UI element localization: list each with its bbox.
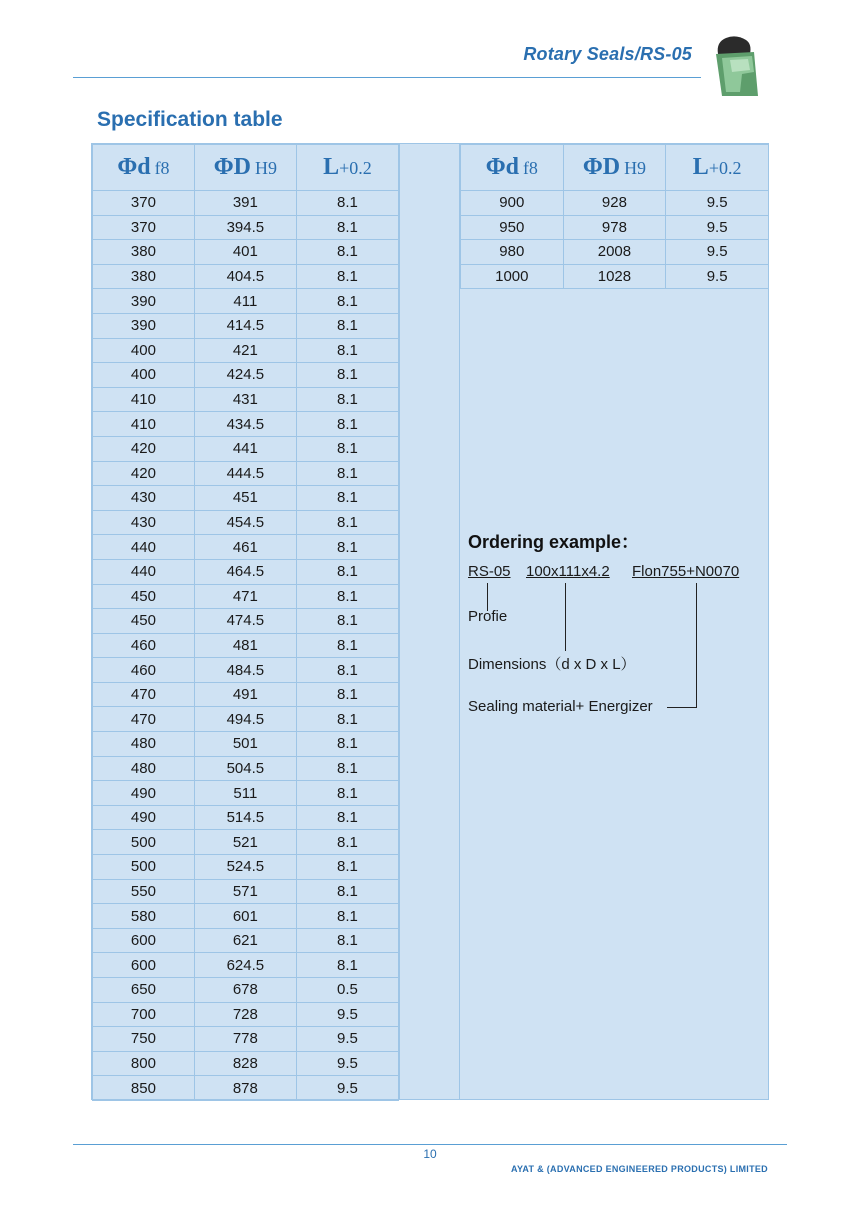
table-row: [93, 510, 399, 535]
table-row: [93, 830, 399, 855]
table-row: [93, 879, 399, 904]
length-cell: 8.1: [296, 240, 398, 265]
length-cell: 8.1: [296, 486, 398, 511]
inner-diameter-cell: 370: [93, 215, 195, 240]
table-row: [93, 609, 399, 634]
length-cell: 8.1: [296, 756, 398, 781]
table-gap-column: [399, 144, 460, 1099]
length-cell: 8.1: [296, 264, 398, 289]
length-cell: 8.1: [296, 658, 398, 683]
inner-diameter-cell: 750: [93, 1027, 195, 1052]
header-title: Rotary Seals/RS-05: [523, 44, 692, 64]
length-cell: 9.5: [296, 1027, 398, 1052]
length-cell: 8.1: [296, 953, 398, 978]
header-length: L+0.2: [666, 145, 769, 191]
length-cell: 8.1: [296, 682, 398, 707]
length-cell: 8.1: [296, 805, 398, 830]
table-row: [93, 215, 399, 240]
outer-diameter-cell: 434.5: [194, 412, 296, 437]
inner-diameter-cell: 460: [93, 633, 195, 658]
outer-diameter-cell: 454.5: [194, 510, 296, 535]
outer-diameter-cell: 464.5: [194, 559, 296, 584]
length-cell: 8.1: [296, 855, 398, 880]
inner-diameter-cell: 430: [93, 510, 195, 535]
length-cell: 9.5: [666, 191, 769, 216]
header-inner-diameter: Φd f8: [93, 145, 195, 191]
outer-diameter-cell: 624.5: [194, 953, 296, 978]
length-cell: 8.1: [296, 313, 398, 338]
inner-diameter-cell: 470: [93, 707, 195, 732]
footer-rule: [73, 1144, 787, 1145]
table-row: [93, 559, 399, 584]
outer-diameter-cell: 601: [194, 904, 296, 929]
dimensions-connector: [565, 583, 566, 651]
table-row: [93, 1002, 399, 1027]
inner-diameter-cell: 800: [93, 1051, 195, 1076]
length-cell: 8.1: [296, 781, 398, 806]
spec-table-left: [92, 144, 399, 1101]
table-row: [93, 904, 399, 929]
outer-diameter-cell: 471: [194, 584, 296, 609]
inner-diameter-cell: 420: [93, 436, 195, 461]
inner-diameter-cell: 900: [461, 191, 564, 216]
length-cell: 8.1: [296, 559, 398, 584]
inner-diameter-cell: 650: [93, 978, 195, 1003]
outer-diameter-cell: 521: [194, 830, 296, 855]
outer-diameter-cell: 494.5: [194, 707, 296, 732]
outer-diameter-cell: 474.5: [194, 609, 296, 634]
inner-diameter-cell: 450: [93, 609, 195, 634]
length-cell: 8.1: [296, 461, 398, 486]
inner-diameter-cell: 580: [93, 904, 195, 929]
inner-diameter-cell: 440: [93, 559, 195, 584]
table-row: [93, 1051, 399, 1076]
length-cell: 8.1: [296, 830, 398, 855]
outer-diameter-cell: 2008: [563, 240, 666, 265]
length-cell: 8.1: [296, 510, 398, 535]
inner-diameter-cell: 440: [93, 535, 195, 560]
page-number: 10: [423, 1147, 437, 1161]
inner-diameter-cell: 950: [461, 215, 564, 240]
inner-diameter-cell: 700: [93, 1002, 195, 1027]
outer-diameter-cell: 778: [194, 1027, 296, 1052]
table-row: [93, 412, 399, 437]
length-cell: 8.1: [296, 879, 398, 904]
table-row: [93, 338, 399, 363]
table-row: [93, 781, 399, 806]
length-cell: 8.1: [296, 633, 398, 658]
inner-diameter-cell: 370: [93, 191, 195, 216]
table-row: [93, 633, 399, 658]
inner-diameter-cell: 600: [93, 928, 195, 953]
table-row: [93, 289, 399, 314]
table-row: [93, 682, 399, 707]
material-code: Flon755+N0070: [632, 563, 740, 580]
outer-diameter-cell: 514.5: [194, 805, 296, 830]
table-row: [93, 707, 399, 732]
header-outer-diameter: ΦD H9: [194, 145, 296, 191]
table-row: [93, 486, 399, 511]
inner-diameter-cell: 410: [93, 387, 195, 412]
length-cell: 8.1: [296, 338, 398, 363]
header-length: L+0.2: [296, 145, 398, 191]
length-cell: 8.1: [296, 412, 398, 437]
inner-diameter-cell: 490: [93, 805, 195, 830]
table-row: [461, 264, 769, 289]
outer-diameter-cell: 481: [194, 633, 296, 658]
inner-diameter-cell: 480: [93, 732, 195, 757]
length-cell: 9.5: [296, 1076, 398, 1101]
outer-diameter-cell: 391: [194, 191, 296, 216]
length-cell: 8.1: [296, 732, 398, 757]
outer-diameter-cell: 461: [194, 535, 296, 560]
table-row: [93, 584, 399, 609]
header-outer-diameter: ΦD H9: [563, 145, 666, 191]
inner-diameter-cell: 380: [93, 264, 195, 289]
table-row: [93, 928, 399, 953]
table-row: [93, 978, 399, 1003]
inner-diameter-cell: 430: [93, 486, 195, 511]
table-row: [93, 732, 399, 757]
outer-diameter-cell: 678: [194, 978, 296, 1003]
profile-label: Profie: [468, 608, 508, 625]
outer-diameter-cell: 431: [194, 387, 296, 412]
outer-diameter-cell: 1028: [563, 264, 666, 289]
outer-diameter-cell: 511: [194, 781, 296, 806]
length-cell: 8.1: [296, 928, 398, 953]
outer-diameter-cell: 828: [194, 1051, 296, 1076]
table-row: [93, 461, 399, 486]
length-cell: 9.5: [296, 1002, 398, 1027]
outer-diameter-cell: 621: [194, 928, 296, 953]
table-row: [93, 387, 399, 412]
inner-diameter-cell: 450: [93, 584, 195, 609]
table-row: [93, 264, 399, 289]
length-cell: 8.1: [296, 904, 398, 929]
table-row: [93, 658, 399, 683]
header-rule: [73, 77, 701, 78]
table-row: [93, 756, 399, 781]
profile-code: RS-05: [468, 563, 511, 580]
inner-diameter-cell: 490: [93, 781, 195, 806]
inner-diameter-cell: 980: [461, 240, 564, 265]
inner-diameter-cell: 550: [93, 879, 195, 904]
length-cell: 8.1: [296, 535, 398, 560]
spec-table-right: [460, 144, 769, 289]
inner-diameter-cell: 1000: [461, 264, 564, 289]
table-row: [461, 240, 769, 265]
inner-diameter-cell: 380: [93, 240, 195, 265]
dimensions-code: 100x111x4.2: [526, 563, 610, 580]
table-row: [461, 215, 769, 240]
outer-diameter-cell: 504.5: [194, 756, 296, 781]
profile-connector: [487, 583, 488, 611]
table-row: [93, 191, 399, 216]
specification-table: [91, 143, 769, 1100]
inner-diameter-cell: 500: [93, 830, 195, 855]
section-title: Specification table: [97, 108, 283, 131]
length-cell: 8.1: [296, 289, 398, 314]
material-connector: [696, 583, 697, 707]
inner-diameter-cell: 390: [93, 313, 195, 338]
dimensions-label: Dimensions（d x D x L）: [468, 656, 636, 673]
inner-diameter-cell: 400: [93, 338, 195, 363]
length-cell: 8.1: [296, 191, 398, 216]
outer-diameter-cell: 484.5: [194, 658, 296, 683]
outer-diameter-cell: 491: [194, 682, 296, 707]
length-cell: 8.1: [296, 363, 398, 388]
outer-diameter-cell: 878: [194, 1076, 296, 1101]
outer-diameter-cell: 978: [563, 215, 666, 240]
inner-diameter-cell: 600: [93, 953, 195, 978]
table-row: [93, 363, 399, 388]
outer-diameter-cell: 571: [194, 879, 296, 904]
inner-diameter-cell: 400: [93, 363, 195, 388]
outer-diameter-cell: 451: [194, 486, 296, 511]
material-connector-tick: [667, 707, 697, 708]
table-row: [93, 535, 399, 560]
outer-diameter-cell: 404.5: [194, 264, 296, 289]
length-cell: 8.1: [296, 436, 398, 461]
length-cell: 8.1: [296, 707, 398, 732]
table-row: [93, 1076, 399, 1101]
length-cell: 8.1: [296, 387, 398, 412]
table-row: [93, 313, 399, 338]
inner-diameter-cell: 410: [93, 412, 195, 437]
inner-diameter-cell: 390: [93, 289, 195, 314]
outer-diameter-cell: 424.5: [194, 363, 296, 388]
inner-diameter-cell: 470: [93, 682, 195, 707]
header-inner-diameter: Φd f8: [461, 145, 564, 191]
table-row: [461, 191, 769, 216]
table-row: [93, 436, 399, 461]
table-row: [93, 1027, 399, 1052]
length-cell: 9.5: [666, 240, 769, 265]
outer-diameter-cell: 441: [194, 436, 296, 461]
length-cell: 8.1: [296, 609, 398, 634]
ordering-example-title: Ordering example：: [468, 532, 640, 552]
outer-diameter-cell: 928: [563, 191, 666, 216]
table-row: [93, 805, 399, 830]
table-row: [93, 855, 399, 880]
material-label: Sealing material+ Energizer: [468, 698, 653, 715]
outer-diameter-cell: 394.5: [194, 215, 296, 240]
inner-diameter-cell: 480: [93, 756, 195, 781]
length-cell: 8.1: [296, 215, 398, 240]
outer-diameter-cell: 414.5: [194, 313, 296, 338]
outer-diameter-cell: 501: [194, 732, 296, 757]
length-cell: 9.5: [666, 215, 769, 240]
outer-diameter-cell: 728: [194, 1002, 296, 1027]
outer-diameter-cell: 401: [194, 240, 296, 265]
inner-diameter-cell: 420: [93, 461, 195, 486]
inner-diameter-cell: 460: [93, 658, 195, 683]
table-row: [93, 240, 399, 265]
outer-diameter-cell: 421: [194, 338, 296, 363]
length-cell: 9.5: [296, 1051, 398, 1076]
company-name: AYAT & (ADVANCED ENGINEERED PRODUCTS) LIMITED: [510, 1164, 768, 1174]
inner-diameter-cell: 850: [93, 1076, 195, 1101]
length-cell: 0.5: [296, 978, 398, 1003]
length-cell: 9.5: [666, 264, 769, 289]
outer-diameter-cell: 444.5: [194, 461, 296, 486]
outer-diameter-cell: 411: [194, 289, 296, 314]
seal-profile-icon: [712, 32, 762, 98]
length-cell: 8.1: [296, 584, 398, 609]
inner-diameter-cell: 500: [93, 855, 195, 880]
outer-diameter-cell: 524.5: [194, 855, 296, 880]
table-row: [93, 953, 399, 978]
